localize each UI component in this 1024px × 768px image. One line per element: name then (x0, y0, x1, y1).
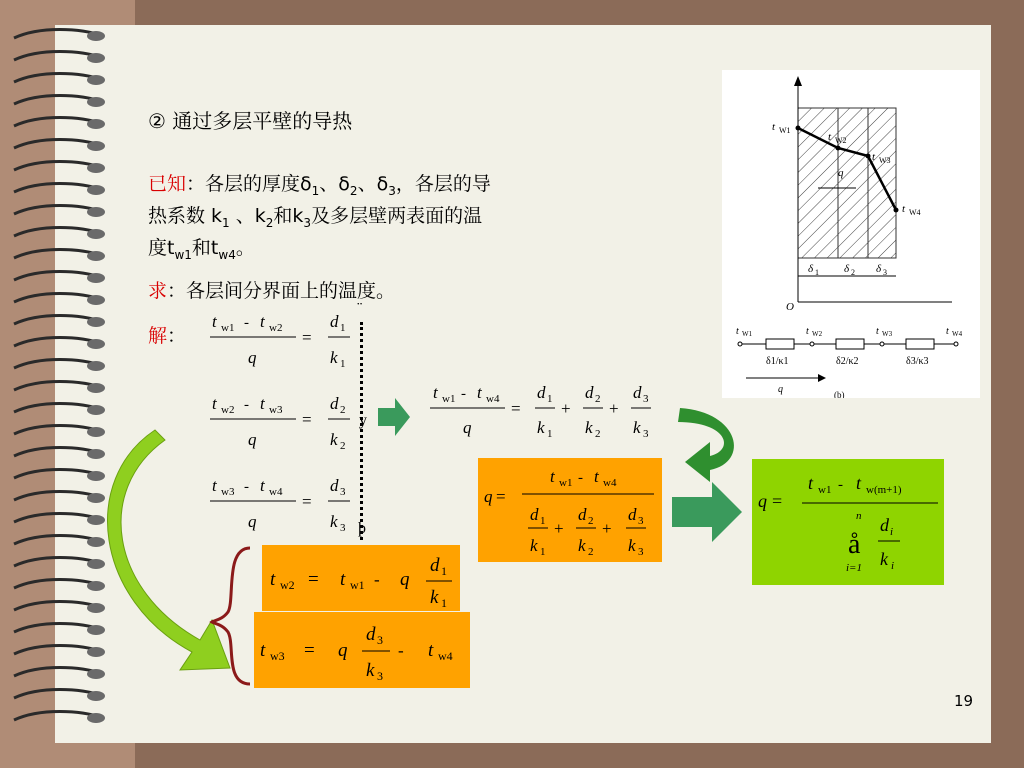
eq-sub: w4 (269, 486, 283, 498)
tw2-result-box (262, 545, 460, 611)
eq-k: k (880, 549, 888, 569)
eq-d: d (330, 476, 339, 495)
label-origin: O (786, 301, 794, 313)
net-tw3: t (876, 326, 879, 337)
sub: 3 (388, 183, 396, 198)
curved-arrow-left (108, 430, 230, 670)
sep: 、 (357, 173, 377, 195)
eq-equals: = (302, 492, 312, 511)
eq-sub: 1 (540, 515, 546, 527)
eq-k: k (633, 418, 641, 437)
sub: 1 (222, 215, 230, 230)
eq-sub: i (891, 560, 895, 572)
eq-sub: 2 (595, 428, 601, 440)
eq-k: k (366, 660, 375, 681)
eq-plus: + (561, 399, 571, 418)
and-k: 和k (273, 205, 304, 227)
eq-sub: 3 (638, 546, 644, 558)
resistor-3 (906, 339, 934, 349)
eq-sub: w4 (438, 649, 453, 663)
eq-d: d (530, 505, 539, 524)
net-tw2: t (806, 326, 809, 337)
eq-minus: - (398, 641, 404, 660)
eq-q: q (463, 418, 472, 437)
eq-sub: w(m+1) (866, 484, 902, 496)
eq-sub: w2 (221, 404, 235, 416)
resistor-2 (836, 339, 864, 349)
eq-sub: 2 (595, 393, 601, 405)
eq-sub: w4 (603, 477, 617, 489)
eq-sub: 3 (340, 522, 346, 534)
known-label: 已知 (148, 173, 187, 195)
eq-sub: w1 (818, 484, 832, 496)
label-q: q (838, 167, 844, 179)
label-d1: δ (808, 263, 814, 275)
sep: 、 (235, 205, 255, 227)
wall-diagram (722, 70, 980, 398)
eq-k: k (537, 418, 545, 437)
eq-d: d (628, 505, 637, 524)
eq-equals: = (772, 491, 783, 511)
sub: 3 (303, 215, 312, 230)
net-tw2-sub: W2 (812, 330, 823, 338)
q-formula-box (478, 458, 662, 562)
eq-sub: 1 (340, 322, 346, 334)
eq-sub: w1 (442, 393, 456, 405)
eq-minus: - (461, 386, 466, 402)
eq-sub: 1 (547, 393, 553, 405)
known-text-2: 热系数 k (148, 205, 223, 227)
sum-symbol: å (848, 529, 861, 560)
eq-sub: 2 (588, 515, 594, 527)
eq-sub: 3 (643, 428, 649, 440)
label-tw1-sub: W1 (779, 126, 791, 135)
eq-sub: w1 (221, 322, 235, 334)
eq-d: d (330, 394, 339, 413)
sep: 、 (319, 173, 339, 195)
eq-sub: 3 (377, 633, 383, 647)
eq-k: k (330, 430, 338, 449)
eq-minus: - (838, 477, 843, 493)
stray-glyph-top: ¨ (357, 300, 363, 317)
curved-arrow-return (678, 408, 734, 482)
eq-k: k (628, 536, 636, 555)
q-formula (478, 458, 662, 562)
eq-equals: = (302, 410, 312, 429)
eq-d: d (578, 505, 587, 524)
eq-minus: - (578, 470, 583, 486)
label-d2-sub: 2 (851, 268, 855, 277)
net-tw1-sub: W1 (742, 330, 753, 338)
sub: 2 (349, 183, 358, 198)
eq-k: k (430, 587, 439, 608)
eq-k: k (330, 512, 338, 531)
net-tw3-sub: W3 (882, 330, 893, 338)
eq-sub: 2 (588, 546, 594, 558)
eq-equals: = (308, 569, 319, 590)
known-line-2: 热系数 $k_1$ 、$k_2$和$k_3$及多层壁两表面的温 (148, 205, 483, 230)
net-q: q (778, 384, 783, 395)
label-b: (b) (834, 390, 845, 398)
eq-k: k (585, 418, 593, 437)
eq-t: t (808, 473, 814, 493)
eq-t: t (594, 467, 599, 486)
eq-t: t (550, 467, 555, 486)
known-rest-2: 及多层壁两表面的温 (311, 205, 483, 227)
ask-text: ：各层间分界面上的温度。 (167, 280, 396, 302)
eq-plus: + (609, 399, 619, 418)
sub: w4 (218, 247, 236, 262)
period: 。 (235, 237, 255, 259)
eq-t: t (260, 394, 265, 413)
eq-d: d (537, 383, 546, 402)
right-arrow-small (378, 398, 410, 436)
eq-q: q (484, 487, 493, 506)
eq-sub: w4 (486, 393, 500, 405)
label-tw3-sub: W3 (879, 156, 891, 165)
eq-d: d (366, 624, 376, 645)
wall-layer-2 (838, 108, 868, 258)
eq-equals: = (496, 487, 506, 506)
eq-minus: - (244, 479, 249, 495)
eq-sub: w1 (350, 578, 365, 592)
eq-d: d (880, 515, 889, 535)
eq-sub: w1 (559, 477, 573, 489)
eq-sub: w2 (269, 322, 283, 334)
stray-glyph-mid: y (359, 412, 367, 429)
known-text-3: 度t (148, 237, 175, 259)
eq-k: k (330, 348, 338, 367)
eq-t: t (212, 476, 217, 495)
label-tw2-sub: W2 (835, 136, 847, 145)
eq-sub: 1 (441, 596, 447, 610)
sum-upper: n (856, 510, 862, 522)
eq-q: q (400, 569, 410, 590)
wall-figure (722, 70, 980, 398)
eq-sub: 1 (340, 358, 346, 370)
label-tw4-sub: W4 (909, 208, 921, 217)
eq-sub: 3 (340, 486, 346, 498)
eq-equals: = (302, 328, 312, 347)
label-d3-sub: 3 (883, 268, 887, 277)
stray-glyph-bottom: þ (358, 520, 366, 537)
right-arrow-medium (672, 482, 742, 542)
eq-plus: + (554, 519, 564, 538)
eq-plus: + (602, 519, 612, 538)
eq-d: d (330, 312, 339, 331)
sub: 2 (265, 215, 274, 230)
eq-sub: 1 (547, 428, 553, 440)
eq-t: t (212, 394, 217, 413)
known-text-1: ：各层的厚度δ (186, 173, 312, 195)
label-d3: δ (876, 263, 882, 275)
label-tw2: t (828, 131, 832, 143)
resistor-2-label: δ2/κ2 (836, 356, 859, 367)
sub: 1 (311, 183, 320, 198)
eq-t: t (260, 640, 266, 661)
known-end-1: ，各层的导 (395, 173, 491, 195)
general-formula-box (752, 459, 944, 585)
eq-sub: w3 (269, 404, 283, 416)
sum-equation (425, 378, 665, 443)
known-line-3: 度$t_{w1}$和$t_{w4}$。 (148, 237, 255, 262)
eq-t: t (340, 569, 346, 590)
eq-sub: i (890, 526, 894, 538)
sub: w1 (174, 247, 192, 262)
and: 和 (191, 237, 211, 259)
eq-sub: 3 (377, 669, 383, 683)
tw3-result-box (254, 612, 470, 688)
eq-sub: w3 (270, 649, 285, 663)
eq-q: q (248, 512, 257, 531)
eq-d: d (633, 383, 642, 402)
eq-sub: w2 (280, 578, 295, 592)
eq-q: q (248, 348, 257, 367)
eq-t: t (433, 383, 438, 402)
label-tw4: t (902, 203, 906, 215)
eq-sub: 3 (638, 515, 644, 527)
eq-t: t (856, 473, 862, 493)
general-formula (752, 459, 944, 585)
eq-minus: - (244, 315, 249, 331)
section-heading: ② 通过多层平壁的导热 (148, 109, 353, 133)
eq-t: t (260, 476, 265, 495)
eq-k: k (578, 536, 586, 555)
label-tw3: t (872, 151, 876, 163)
tw3-result (254, 612, 470, 688)
eq-t: t (477, 383, 482, 402)
resistor-1-label: δ1/κ1 (766, 356, 789, 367)
label-tw1: t (772, 121, 776, 133)
solve-colon: ： (167, 325, 187, 347)
eq-sub: w3 (221, 486, 235, 498)
eq-minus: - (244, 397, 249, 413)
eq-sub: 2 (340, 404, 346, 416)
eq-equals: = (304, 640, 315, 661)
sum-lower: i=1 (846, 562, 862, 574)
page-number: 19 (954, 692, 974, 710)
eq-d: d (430, 555, 440, 576)
resistor-3-label: δ3/κ3 (906, 356, 929, 367)
eq-t: t (212, 312, 217, 331)
eq-sub: 3 (643, 393, 649, 405)
net-tw4-sub: W4 (952, 330, 963, 338)
eq-q: q (338, 640, 348, 661)
eq-equals: = (511, 399, 521, 418)
eq-t: t (428, 640, 434, 661)
eq-t: t (270, 569, 276, 590)
net-tw4: t (946, 326, 949, 337)
ask-label: 求 (148, 280, 168, 302)
solve-label: 解 (148, 325, 168, 347)
eq-minus: - (374, 570, 380, 589)
eq-sub: 1 (441, 564, 447, 578)
label-d1-sub: 1 (815, 268, 819, 277)
eq-q: q (758, 491, 767, 511)
eq-q: q (248, 430, 257, 449)
known-line-1: 已知：各层的厚度$\delta_1$、$\delta_2$、$\delta_3$，各层的导 (148, 173, 491, 198)
net-tw1: t (736, 326, 739, 337)
eq-d: d (585, 383, 594, 402)
label-d2: δ (844, 263, 850, 275)
eq-sub: 2 (340, 440, 346, 452)
resistor-1 (766, 339, 794, 349)
eq-k: k (530, 536, 538, 555)
eq-sub: 1 (540, 546, 546, 558)
tw2-result (262, 545, 460, 611)
eq-t: t (260, 312, 265, 331)
